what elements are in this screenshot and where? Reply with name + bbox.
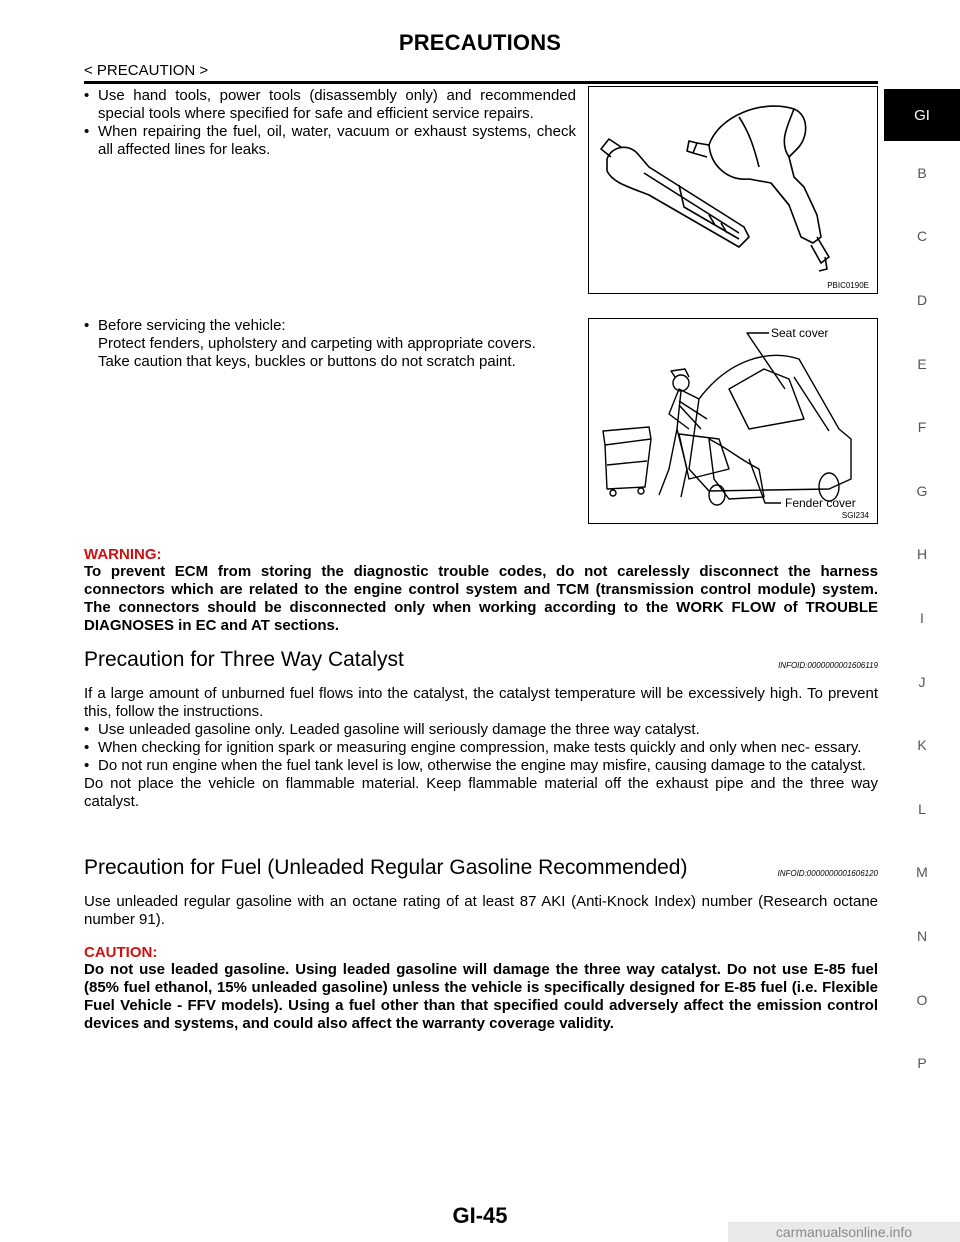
warning-block bbox=[84, 546, 878, 635]
bullet-dot: • bbox=[84, 739, 90, 756]
catalyst-infoid: INFOID:0000000001606119 bbox=[778, 661, 878, 670]
watermark: carmanualsonline.info bbox=[728, 1222, 960, 1242]
side-tab-letter[interactable]: C bbox=[916, 228, 928, 245]
list-item bbox=[84, 317, 576, 335]
catalyst-body bbox=[84, 685, 878, 811]
side-tab-letter[interactable]: K bbox=[917, 737, 927, 754]
list-item bbox=[84, 721, 878, 739]
ratchet-and-impact-wrench-illustration bbox=[589, 87, 877, 293]
catalyst-intro: If a large amount of unburned fuel flows into the catalyst, the catalyst temperature will be excessively high. To prevent this, follow the instructions. bbox=[84, 685, 878, 720]
caution-heading: CAUTION: bbox=[84, 944, 158, 961]
side-tab-letter[interactable]: B bbox=[917, 164, 927, 181]
list-item bbox=[84, 87, 576, 123]
seat-cover-label: Seat cover bbox=[771, 326, 829, 340]
page-title: PRECAUTIONS bbox=[398, 30, 562, 55]
side-tab-letter[interactable]: G bbox=[916, 482, 928, 499]
side-tab-letter[interactable]: E bbox=[917, 355, 927, 372]
side-tab-letter[interactable]: O bbox=[916, 991, 928, 1008]
figure-code: PBIC0190E bbox=[827, 281, 869, 290]
bullet-text: Use unleaded gasoline only. Leaded gasoline will seriously damage the three way catalyst. bbox=[98, 721, 700, 738]
fender-cover-label: Fender cover bbox=[785, 496, 856, 510]
list-item bbox=[84, 757, 878, 775]
bullet-dot: • bbox=[84, 317, 90, 334]
sub-line: Protect fenders, upholstery and carpeting with appropriate covers. bbox=[98, 335, 536, 352]
side-tab-letter[interactable]: H bbox=[916, 546, 928, 563]
side-tab-letter[interactable]: L bbox=[918, 800, 926, 817]
side-tab-letter[interactable]: I bbox=[920, 609, 924, 626]
caution-text: Do not use leaded gasoline. Using leaded gasoline will damage the three way catalyst. Do not use E-85 fuel (85% fuel ethanol, 15% unleaded gasoline) unless the vehicle is specifically designed for E-85 fuel (i.e. Flexible Fuel Vehicle - FFV models). Using a fuel other than that specified could adversely affect the emission control devices and systems, and could also affect the warranty coverage validity. bbox=[84, 961, 878, 1032]
bullet-dot: • bbox=[84, 87, 90, 104]
catalyst-outro: Do not place the vehicle on flammable material. Keep flammable material off the exhaust pipe and the three way catalyst. bbox=[84, 775, 878, 810]
figure-code: SGI234 bbox=[841, 511, 869, 520]
page-number: GI-45 bbox=[452, 1203, 508, 1228]
bullet-text: When checking for ignition spark or measuring engine compression, make tests quickly and only when nec- essary. bbox=[98, 739, 862, 756]
side-tab-active[interactable]: GI bbox=[884, 89, 960, 141]
fuel-section-title: Precaution for Fuel (Unleaded Regular Gasoline Recommended) bbox=[84, 856, 688, 879]
side-tab-letter[interactable]: P bbox=[917, 1055, 927, 1072]
tools-bullets bbox=[84, 87, 576, 159]
sub-line: Take caution that keys, buckles or buttons do not scratch paint. bbox=[98, 353, 516, 370]
side-tab-letter[interactable]: J bbox=[918, 673, 926, 690]
bullet-text: When repairing the fuel, oil, water, vacuum or exhaust systems, check all affected lines for leaks. bbox=[98, 123, 576, 158]
warning-text: To prevent ECM from storing the diagnostic trouble codes, do not carelessly disconnect the harness connectors which are related to the engine control system and TCM (transmission control module) system. The connectors should be disconnected only when working according to the WORK FLOW of TROUBLE DIAGNOSES in EC and AT sections. bbox=[84, 563, 878, 634]
bullet-dot: • bbox=[84, 123, 90, 140]
car-with-covers-illustration bbox=[589, 319, 877, 523]
side-tab-index bbox=[884, 141, 960, 1095]
list-item bbox=[84, 739, 878, 757]
side-tab-letter[interactable]: F bbox=[917, 419, 927, 436]
bullet-text: Before servicing the vehicle: bbox=[98, 317, 286, 334]
side-tab-letter[interactable]: D bbox=[916, 291, 928, 308]
bullet-text: Use hand tools, power tools (disassembly only) and recommended special tools where specified for safe and efficient service repairs. bbox=[98, 87, 576, 122]
fuel-body: Use unleaded regular gasoline with an octane rating of at least 87 AKI (Anti-Knock Index) number (Research octane number 91). bbox=[84, 893, 878, 928]
catalyst-section-title: Precaution for Three Way Catalyst bbox=[84, 648, 404, 671]
bullet-dot: • bbox=[84, 757, 90, 774]
caution-block bbox=[84, 944, 878, 1033]
bullet-dot: • bbox=[84, 721, 90, 738]
seat-fender-cover-figure bbox=[588, 318, 878, 524]
bullet-text: Do not run engine when the fuel tank level is low, otherwise the engine may misfire, causing damage to the catalyst. bbox=[98, 757, 866, 774]
header-divider bbox=[84, 81, 878, 84]
section-breadcrumb: < PRECAUTION > bbox=[84, 62, 209, 79]
side-tab-letter[interactable]: N bbox=[916, 927, 928, 944]
servicing-bullets bbox=[84, 317, 576, 371]
list-item bbox=[84, 123, 576, 159]
side-tab-letter[interactable]: M bbox=[916, 864, 928, 881]
warning-heading: WARNING: bbox=[84, 546, 162, 563]
tools-figure bbox=[588, 86, 878, 294]
fuel-infoid: INFOID:0000000001606120 bbox=[777, 869, 878, 878]
